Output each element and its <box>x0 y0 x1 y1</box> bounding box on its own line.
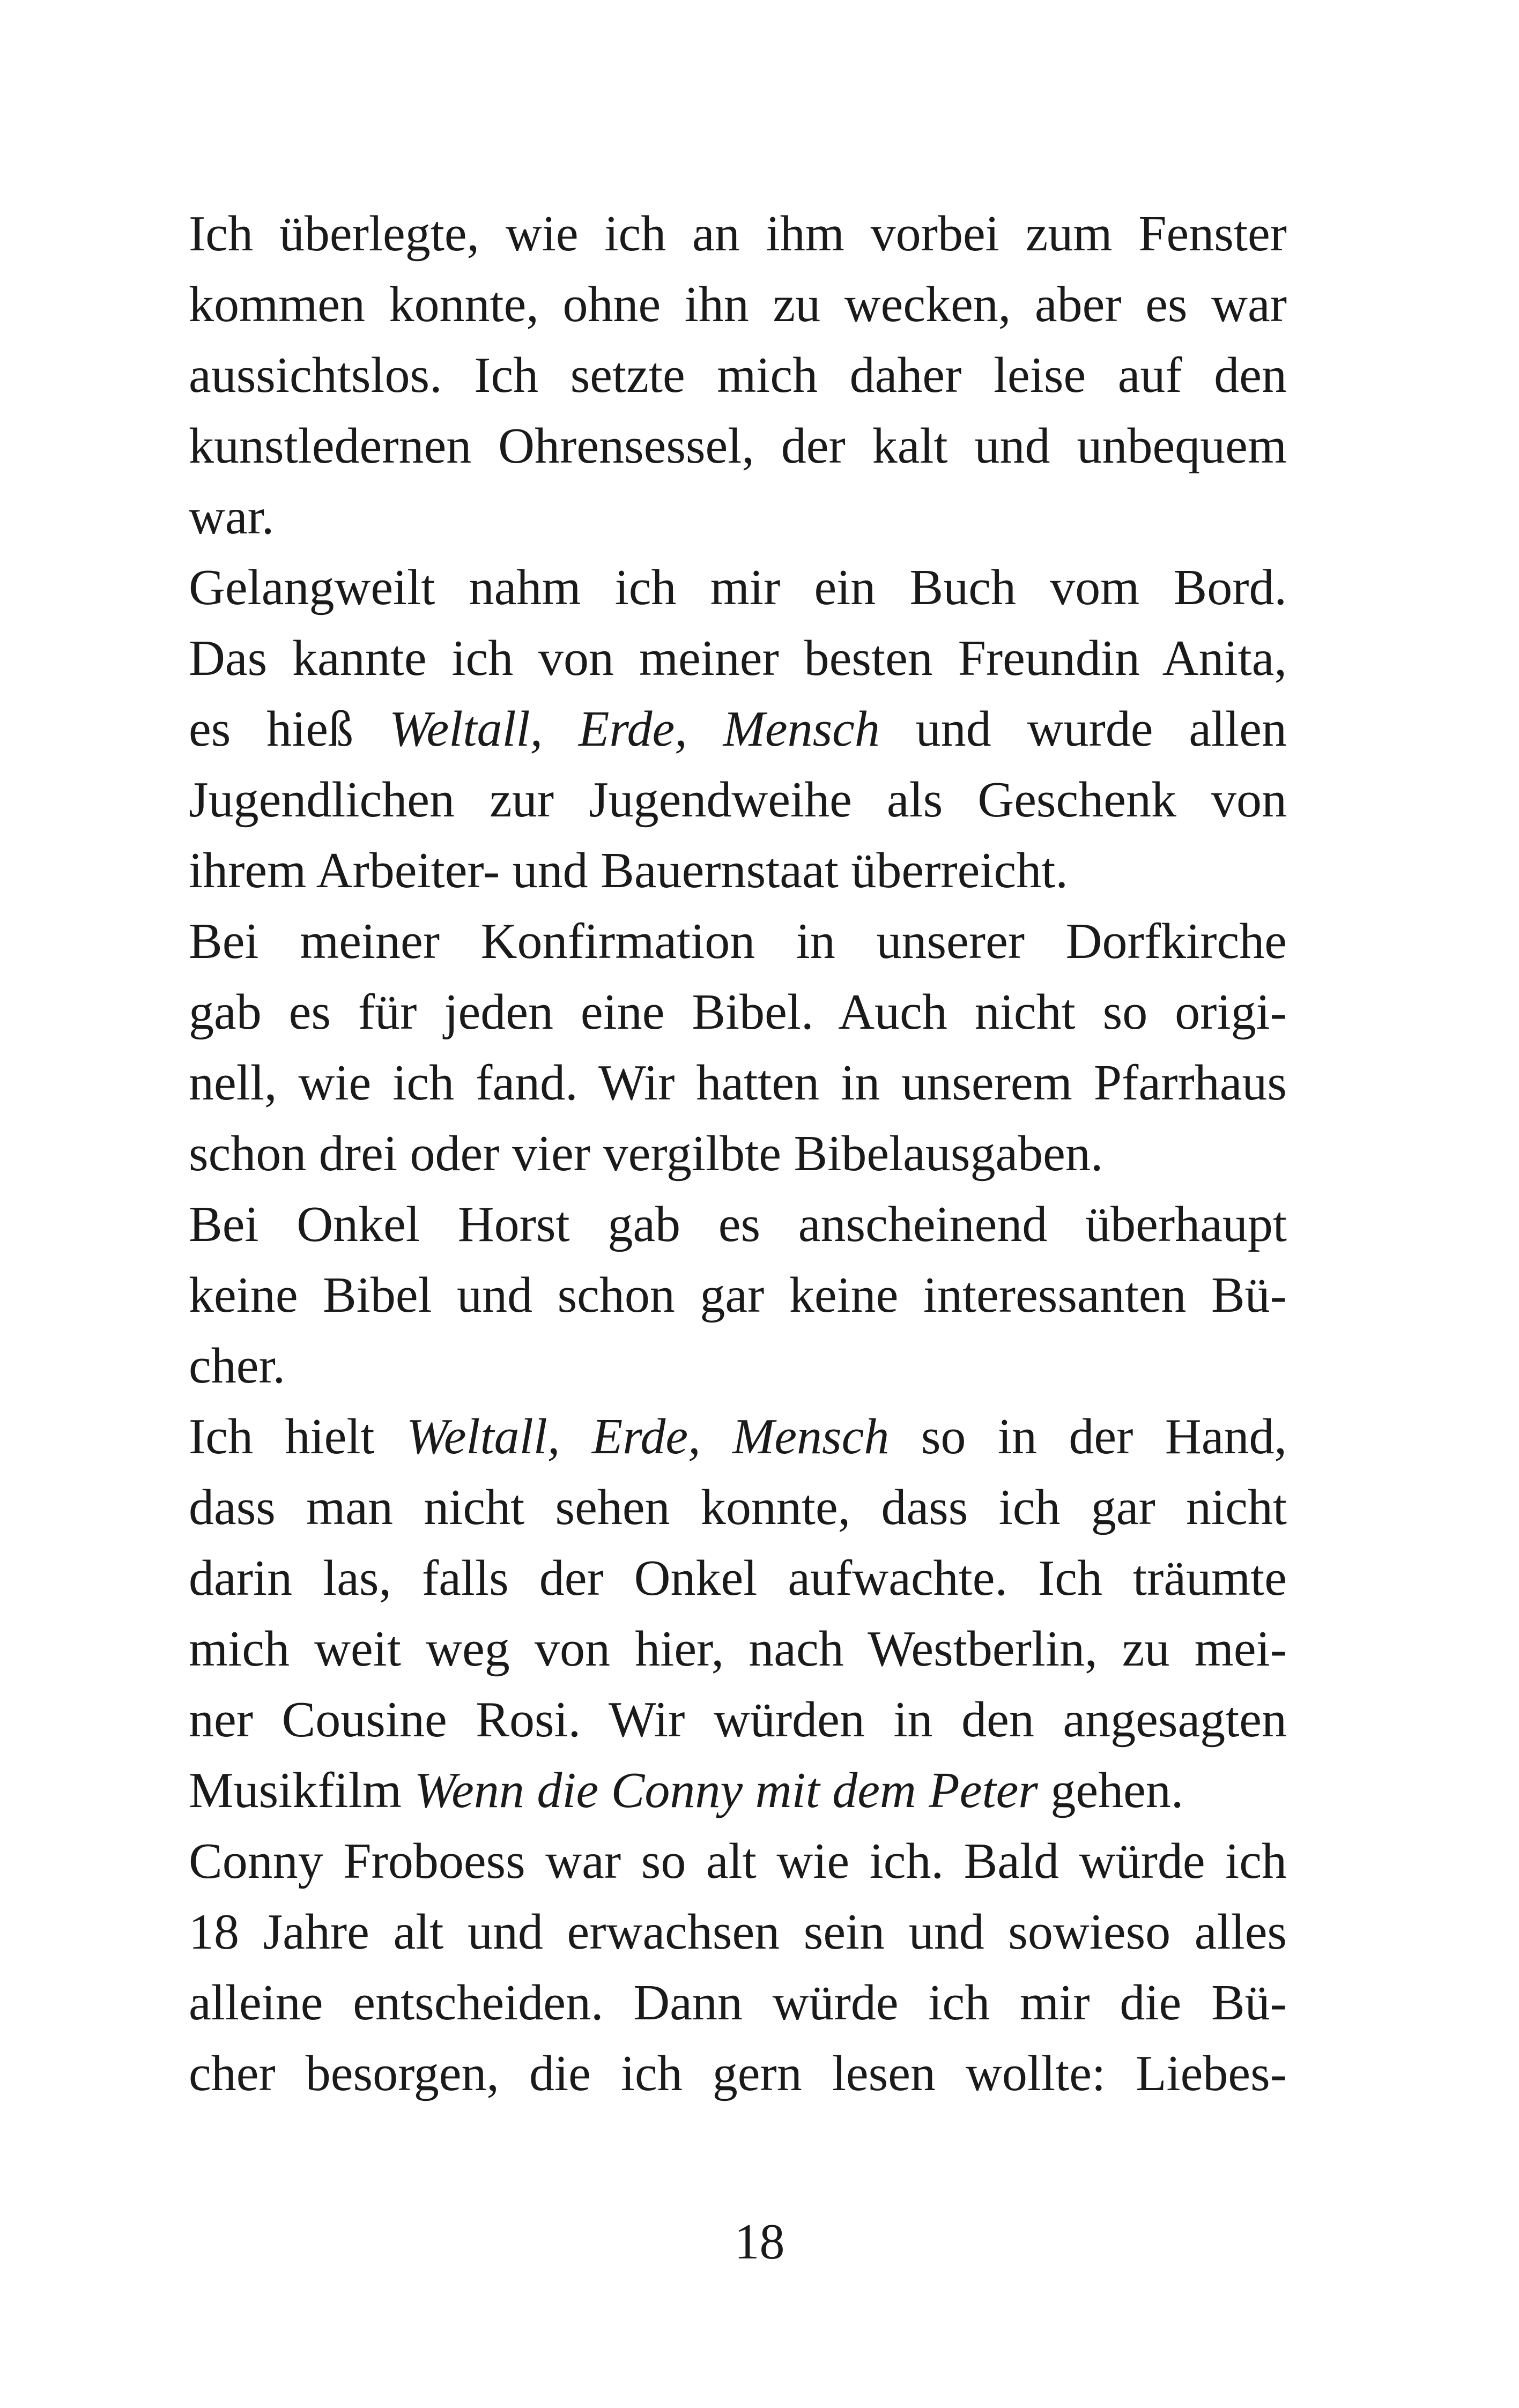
text-run: aussichtslos. Ich setzte mich daher leise auf den <box>189 347 1287 403</box>
text-line <box>189 552 1287 623</box>
text-run: Gelangweilt nahm ich mir ein Buch vom Bord. <box>189 560 1287 615</box>
text-line <box>189 1684 1287 1755</box>
text-line <box>189 1260 1287 1331</box>
text-line <box>189 198 1287 269</box>
text-line <box>189 977 1287 1047</box>
paragraph <box>189 906 1287 1189</box>
text-line <box>189 1189 1287 1260</box>
text-line <box>189 1826 1287 1897</box>
text-run: Jugendlichen zur Jugendweihe als Geschenk von <box>189 772 1287 828</box>
text-run: es hieß <box>189 701 389 757</box>
paragraph <box>189 552 1287 906</box>
text-line <box>189 2038 1287 2109</box>
text-line <box>189 623 1287 694</box>
text-run: kommen konnte, ohne ihn zu wecken, aber es war <box>189 277 1287 332</box>
text-line <box>189 1967 1287 2038</box>
text-line <box>189 481 1287 552</box>
text-line <box>189 1331 1287 1401</box>
body-text <box>189 198 1287 2109</box>
book-title-italic: Wenn die Conny mit dem Peter <box>414 1763 1038 1818</box>
text-run: Bei Onkel Horst gab es anscheinend überhaupt <box>189 1196 1287 1252</box>
paragraph <box>189 1401 1287 1826</box>
text-run: dass man nicht sehen konnte, dass ich gar nicht <box>189 1480 1287 1535</box>
text-line <box>189 835 1287 906</box>
text-run: ihrem Arbeiter- und Bauernstaat überreicht. <box>189 843 1068 898</box>
page-number: 18 <box>734 2214 785 2270</box>
text-run: Conny Froboess war so alt wie ich. Bald würde ich <box>189 1833 1287 1889</box>
text-run: schon drei oder vier vergilbte Bibelausgaben. <box>189 1126 1103 1181</box>
text-run: Ich überlegte, wie ich an ihm vorbei zum Fenster <box>189 206 1287 262</box>
text-line <box>189 1118 1287 1189</box>
text-run: Musikfilm <box>189 1763 414 1818</box>
text-line <box>189 1472 1287 1543</box>
text-line <box>189 411 1287 481</box>
text-line <box>189 269 1287 340</box>
text-run: gehen. <box>1038 1763 1184 1818</box>
text-run: so in der Hand, <box>889 1409 1287 1465</box>
text-line <box>189 764 1287 835</box>
text-run: Ich hielt <box>189 1409 407 1465</box>
text-run: war. <box>189 489 275 545</box>
text-line <box>189 694 1287 764</box>
text-run: Bei meiner Konfirmation in unserer Dorfkirche <box>189 913 1287 969</box>
text-line <box>189 1614 1287 1684</box>
text-line <box>189 1755 1287 1826</box>
book-title-italic: Weltall, Erde, Mensch <box>406 1409 890 1465</box>
text-line <box>189 340 1287 411</box>
text-run: mich weit weg von hier, nach Westberlin, zu mei- <box>189 1621 1287 1677</box>
text-run: gab es für jeden eine Bibel. Auch nicht so origi- <box>189 984 1287 1040</box>
text-line <box>189 1401 1287 1472</box>
text-run: cher besorgen, die ich gern lesen wollte: Liebes- <box>189 2046 1287 2101</box>
book-title-italic: Weltall, Erde, Mensch <box>389 701 880 757</box>
text-line <box>189 906 1287 977</box>
text-line <box>189 1047 1287 1118</box>
paragraph <box>189 1826 1287 2109</box>
text-run: cher. <box>189 1338 286 1394</box>
paragraph <box>189 198 1287 552</box>
text-run: alleine entscheiden. Dann würde ich mir die Bü- <box>189 1975 1287 2031</box>
text-line <box>189 1897 1287 1967</box>
text-run: nell, wie ich fand. Wir hatten in unserem Pfarrhaus <box>189 1055 1287 1111</box>
text-run: keine Bibel und schon gar keine interessanten Bü- <box>189 1267 1287 1323</box>
text-run: darin las, falls der Onkel aufwachte. Ich träumte <box>189 1550 1287 1606</box>
paragraph <box>189 1189 1287 1401</box>
text-run: und wurde allen <box>879 701 1287 757</box>
text-run: kunstledernen Ohrensessel, der kalt und unbequem <box>189 418 1287 474</box>
text-run: Das kannte ich von meiner besten Freundin Anita, <box>189 630 1287 686</box>
text-run: 18 Jahre alt und erwachsen sein und sowieso alles <box>189 1904 1287 1960</box>
text-line <box>189 1543 1287 1614</box>
text-run: ner Cousine Rosi. Wir würden in den angesagten <box>189 1692 1287 1748</box>
